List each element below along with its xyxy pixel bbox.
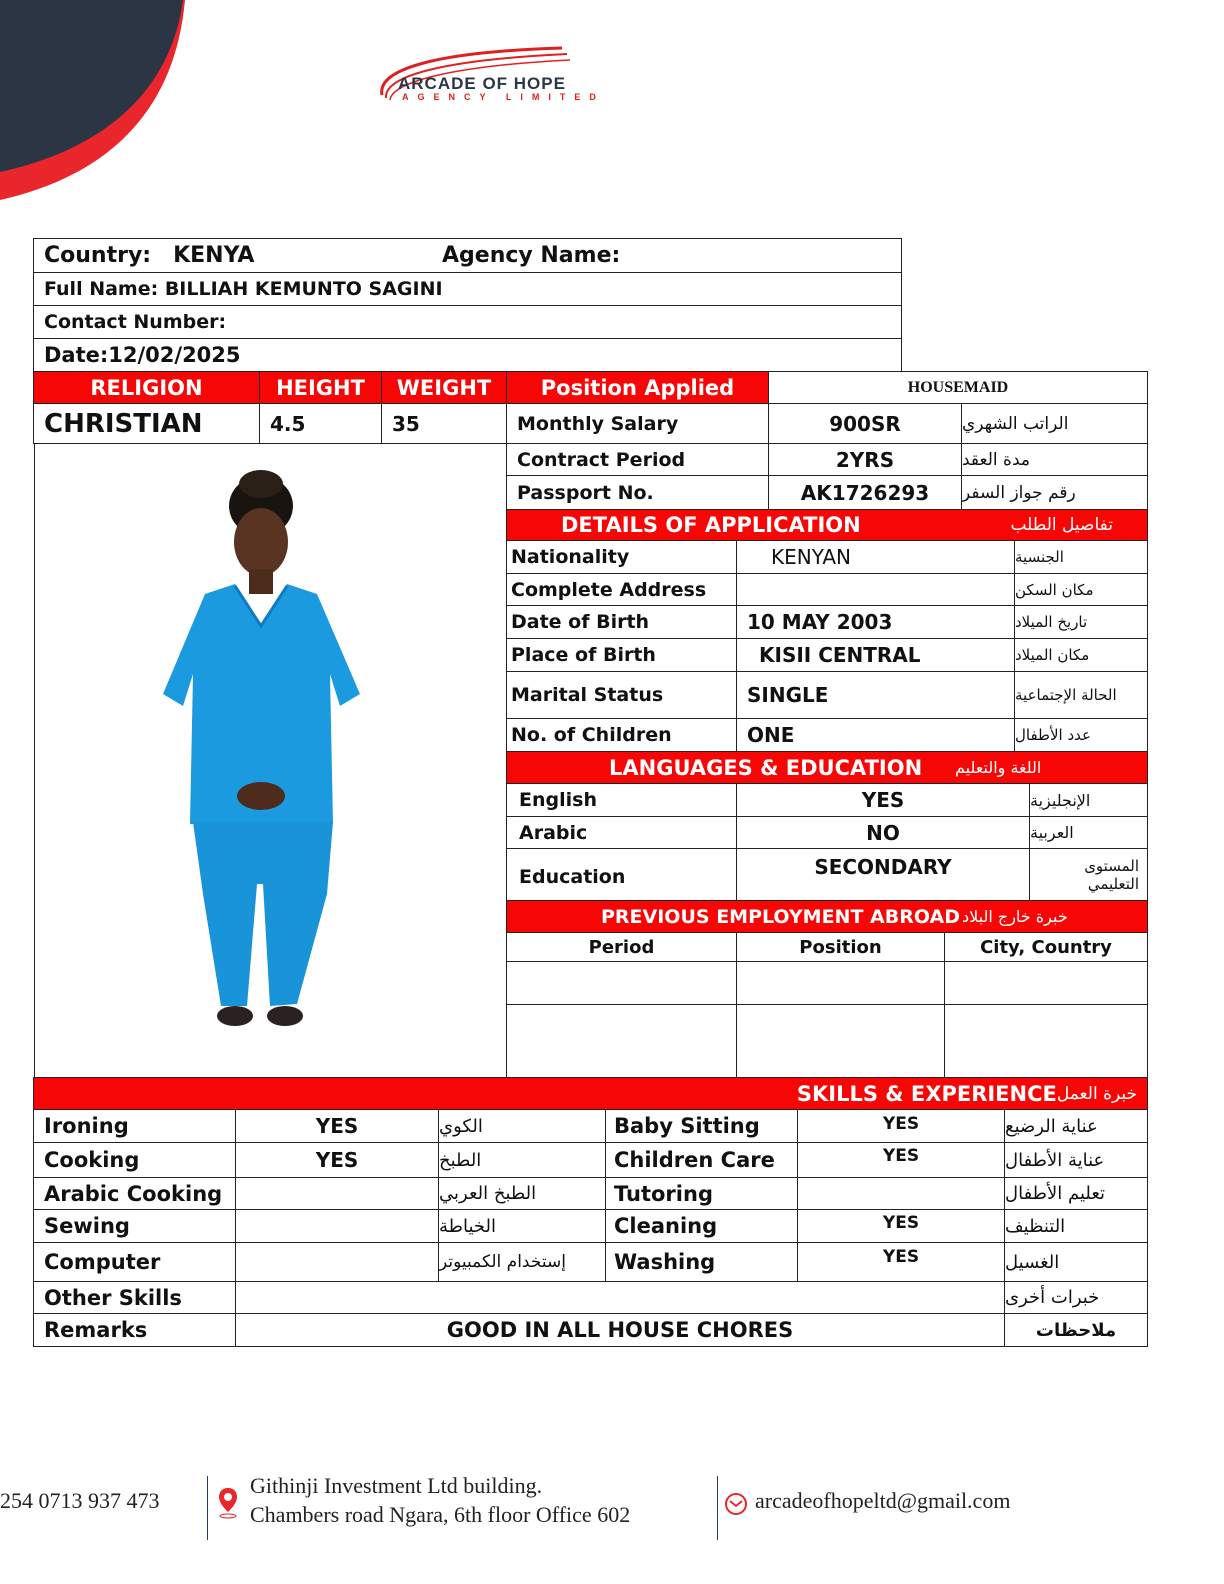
religion-value: CHRISTIAN	[33, 403, 260, 444]
date-row: Date:12/02/2025	[33, 338, 902, 372]
skill-arabic: إستخدام الكمبيوتر	[438, 1242, 606, 1282]
language-value: NO	[736, 816, 1030, 849]
job-label: Passport No.	[506, 475, 769, 510]
detail-label: Place of Birth	[506, 638, 737, 672]
skill-label: Ironing	[33, 1109, 236, 1143]
country-row	[33, 238, 902, 273]
detail-label: Marital Status	[506, 671, 737, 719]
agency-name-label: Agency Name:	[442, 243, 621, 268]
details-title: DETAILS OF APPLICATION	[561, 513, 861, 537]
detail-value: ONE	[736, 718, 1015, 752]
position-applied-value: HOUSEMAID	[768, 371, 1148, 404]
skill-label: Computer	[33, 1242, 236, 1282]
weight-value: 35	[381, 403, 507, 444]
detail-label: No. of Children	[506, 718, 737, 752]
skills-header	[33, 1077, 1148, 1110]
languages-title-arabic: اللغة والتعليم	[955, 758, 1042, 777]
job-arabic: مدة العقد	[961, 443, 1148, 476]
skill-arabic: عناية الأطفال	[1004, 1142, 1148, 1178]
skill-label: Washing	[605, 1242, 798, 1282]
logo-subtitle: AGENCY LIMITED	[402, 92, 605, 102]
corner-decoration	[0, 0, 200, 210]
full-name-row: Full Name: BILLIAH KEMUNTO SAGINI	[33, 272, 902, 306]
education-value: SECONDARY	[736, 848, 1030, 901]
language-arabic: العربية	[1029, 816, 1148, 849]
contact-row: Contact Number:	[33, 305, 902, 339]
skill-value: YES	[797, 1242, 1005, 1282]
skill-label: Tutoring	[605, 1177, 798, 1210]
detail-arabic: مكان الميلاد	[1014, 638, 1148, 672]
detail-value: KENYAN	[736, 540, 1015, 574]
religion-header: RELIGION	[33, 371, 260, 404]
job-arabic: الراتب الشهري	[961, 403, 1148, 444]
logo-name: ARCADE OF HOPE	[398, 74, 566, 93]
footer-address-line1: Githinji Investment Ltd building.	[250, 1473, 543, 1498]
skill-label: Arabic Cooking	[33, 1177, 236, 1210]
footer-address-line2: Chambers road Ngara, 6th floor Office 602	[250, 1502, 631, 1527]
employment-cell	[736, 1004, 945, 1078]
detail-label: Complete Address	[506, 573, 737, 606]
other-skills-arabic: خبرات أخرى	[1004, 1281, 1148, 1314]
detail-label: Date of Birth	[506, 605, 737, 639]
skill-arabic: تعليم الأطفال	[1004, 1177, 1148, 1210]
employment-cell	[736, 961, 945, 1005]
skill-value	[797, 1177, 1005, 1210]
skill-arabic: عناية الرضيع	[1004, 1109, 1148, 1143]
detail-arabic: الحالة الإجتماعية	[1014, 671, 1148, 719]
job-value: 900SR	[768, 403, 962, 444]
company-logo	[372, 40, 652, 110]
skill-arabic: الخياطة	[438, 1209, 606, 1243]
skill-arabic: الطبخ	[438, 1142, 606, 1178]
job-label: Contract Period	[506, 443, 769, 476]
footer-phone: 254 0713 937 473	[0, 1488, 160, 1513]
detail-arabic: تاريخ الميلاد	[1014, 605, 1148, 639]
language-value: YES	[736, 783, 1030, 817]
language-arabic: الإنجليزية	[1029, 783, 1148, 817]
employment-title-arabic: خبرة خارج البلاد	[961, 907, 1068, 926]
skill-arabic: التنظيف	[1004, 1209, 1148, 1243]
skill-value: YES	[235, 1142, 439, 1178]
skill-value: YES	[797, 1142, 1005, 1178]
footer-divider	[717, 1476, 718, 1540]
skill-value	[235, 1242, 439, 1282]
skills-title-arabic: خبرة العمل	[1056, 1083, 1137, 1104]
skill-value	[235, 1177, 439, 1210]
country-label: Country:	[44, 243, 152, 268]
skill-value: YES	[235, 1109, 439, 1143]
language-label: Arabic	[506, 816, 737, 849]
employment-cell	[944, 1004, 1148, 1078]
skill-arabic: الكوي	[438, 1109, 606, 1143]
detail-arabic: عدد الأطفال	[1014, 718, 1148, 752]
height-header: HEIGHT	[259, 371, 382, 404]
footer-email[interactable]: arcadeofhopeltd@gmail.com	[755, 1488, 1011, 1513]
job-arabic: رقم جواز السفر	[961, 475, 1148, 510]
remarks-label: Remarks	[33, 1313, 236, 1347]
employment-cell	[506, 1004, 737, 1078]
detail-arabic: الجنسية	[1014, 540, 1148, 574]
person-figure-icon	[35, 444, 506, 1077]
skill-value: YES	[797, 1209, 1005, 1243]
skill-arabic: الغسيل	[1004, 1242, 1148, 1282]
job-value: 2YRS	[768, 443, 962, 476]
location-pin-icon	[216, 1486, 240, 1520]
education-label: Education	[506, 848, 737, 901]
skill-value	[235, 1209, 439, 1243]
footer-divider	[207, 1476, 208, 1540]
height-value: 4.5	[259, 403, 382, 444]
skill-label: Sewing	[33, 1209, 236, 1243]
skill-label: Cleaning	[605, 1209, 798, 1243]
details-title-arabic: تفاصيل الطلب	[1010, 515, 1113, 535]
skill-value: YES	[797, 1109, 1005, 1143]
employment-title: PREVIOUS EMPLOYMENT ABROAD	[601, 905, 960, 928]
detail-value: KISII CENTRAL	[736, 638, 1015, 672]
detail-value: 10 MAY 2003	[736, 605, 1015, 639]
education-arabic: المستوى التعليمي	[1029, 848, 1148, 901]
employment-header	[506, 900, 1148, 933]
employment-col-period: Period	[506, 932, 737, 962]
employment-col-city: City, Country	[944, 932, 1148, 962]
other-skills-value	[235, 1281, 1005, 1314]
skill-label: Baby Sitting	[605, 1109, 798, 1143]
language-label: English	[506, 783, 737, 817]
detail-label: Nationality	[506, 540, 737, 574]
remarks-value: GOOD IN ALL HOUSE CHORES	[235, 1313, 1005, 1347]
country-value: KENYA	[173, 243, 255, 268]
email-icon	[724, 1492, 748, 1516]
remarks-arabic: ملاحظات	[1004, 1313, 1148, 1347]
job-label: Monthly Salary	[506, 403, 769, 444]
employment-cell	[944, 961, 1148, 1005]
position-applied-header: Position Applied	[506, 371, 769, 404]
skill-label: Children Care	[605, 1142, 798, 1178]
details-header	[506, 509, 1148, 541]
languages-title: LANGUAGES & EDUCATION	[609, 755, 923, 780]
employment-col-position: Position	[736, 932, 945, 962]
detail-arabic: مكان السكن	[1014, 573, 1148, 606]
languages-header	[506, 751, 1148, 784]
detail-value: SINGLE	[736, 671, 1015, 719]
skill-label: Cooking	[33, 1142, 236, 1178]
weight-header: WEIGHT	[381, 371, 507, 404]
other-skills-label: Other Skills	[33, 1281, 236, 1314]
detail-value	[736, 573, 1015, 606]
skill-arabic: الطبخ العربي	[438, 1177, 606, 1210]
employment-cell	[506, 961, 737, 1005]
skills-title: SKILLS & EXPERIENCE	[796, 1081, 1057, 1106]
applicant-photo	[34, 443, 507, 1078]
job-value: AK1726293	[768, 475, 962, 510]
